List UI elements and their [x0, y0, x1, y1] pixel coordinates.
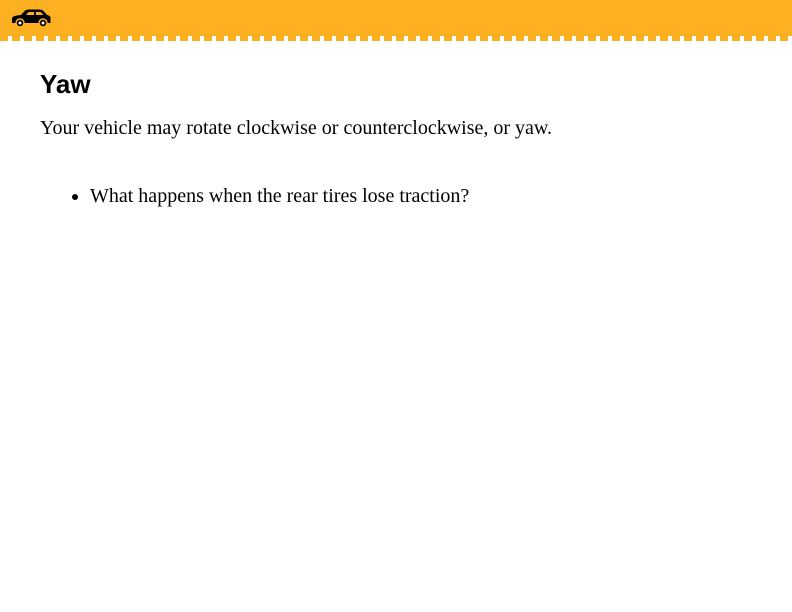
- slide-title: Yaw: [40, 69, 91, 99]
- body-text: Your vehicle may rotate clockwise or counterclockwise, or yaw.: [40, 117, 553, 139]
- bullet-list: [40, 182, 660, 211]
- bullet-text: What happens when the rear tires lose traction?: [90, 185, 470, 207]
- header-band: [0, 0, 792, 36]
- bullet-dot: [72, 194, 78, 200]
- header-band-edge: [0, 36, 792, 41]
- bullet-item: [40, 182, 660, 211]
- car-icon: [10, 8, 52, 28]
